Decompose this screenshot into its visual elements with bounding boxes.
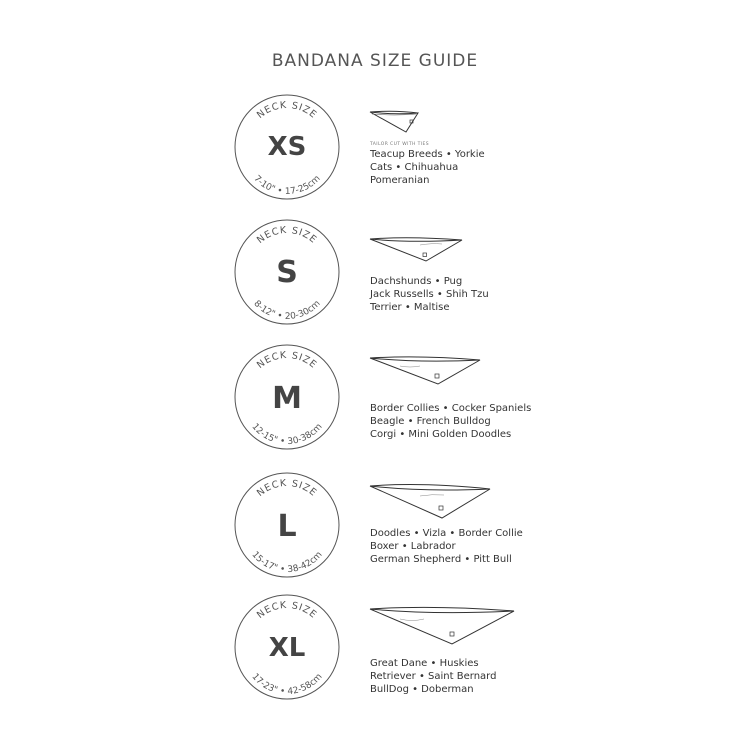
- neck-size-label: NECK SIZE: [255, 599, 320, 622]
- neck-size-label: NECK SIZE: [255, 99, 320, 122]
- breed-line: Teacup Breeds • Yorkie: [370, 149, 485, 160]
- size-row-m: [0, 342, 750, 467]
- neck-size-label: NECK SIZE: [255, 477, 320, 500]
- breed-line: Pomeranian: [370, 175, 430, 187]
- breed-line: German Shepherd • Pitt Bull: [370, 554, 512, 566]
- size-letter: L: [277, 509, 297, 544]
- size-row-xl: [0, 592, 750, 717]
- tailor-note: TAILOR CUT WITH TIES: [370, 142, 429, 147]
- breed-line: Beagle • French Bulldog: [370, 416, 491, 428]
- size-letter: M: [272, 381, 302, 416]
- breed-list-m: [370, 402, 531, 442]
- breed-line: Great Dane • Huskies: [370, 658, 479, 669]
- size-badge-m: [232, 342, 342, 452]
- breed-line: Corgi • Mini Golden Doodles: [370, 429, 512, 441]
- size-row-s: [0, 217, 750, 342]
- breed-list-xs: [370, 142, 485, 188]
- size-badge-xl: [232, 592, 342, 702]
- page-title: BANDANA SIZE GUIDE: [271, 51, 479, 71]
- size-letter: XL: [268, 633, 306, 663]
- size-measure: 15-17" • 38-42cm: [249, 549, 325, 576]
- breed-line: Doodles • Vizla • Border Collie: [370, 528, 523, 539]
- neck-size-label: NECK SIZE: [255, 349, 320, 372]
- size-row-xs: [0, 92, 750, 217]
- breed-line: Border Collies • Cocker Spaniels: [370, 403, 532, 414]
- breed-list-s: [370, 275, 489, 315]
- breed-line: Boxer • Labrador: [370, 541, 456, 553]
- breed-list-l: [370, 527, 523, 567]
- breed-line: Dachshunds • Pug: [370, 276, 463, 287]
- breed-line: Jack Russells • Shih Tzu: [370, 289, 489, 301]
- breed-line: Terrier • Maltise: [370, 302, 450, 314]
- neck-size-label: NECK SIZE: [255, 224, 320, 247]
- size-row-l: [0, 470, 750, 595]
- size-measure: 8-12" • 20-30cm: [251, 298, 323, 323]
- size-measure: 17-23" • 42-58cm: [249, 671, 325, 698]
- size-badge-xs: [232, 92, 342, 202]
- size-badge-l: [232, 470, 342, 580]
- breed-list-xl: [370, 657, 496, 697]
- breed-line: Retriever • Saint Bernard: [370, 671, 497, 683]
- breed-line: BullDog • Doberman: [370, 684, 474, 696]
- size-measure: 12-15" • 30-38cm: [249, 421, 325, 448]
- size-letter: XS: [267, 132, 307, 162]
- size-letter: S: [276, 255, 298, 290]
- breed-line: Cats • Chihuahua: [370, 162, 459, 174]
- size-measure: 7-10" • 17-25cm: [251, 173, 323, 198]
- size-badge-s: [232, 217, 342, 327]
